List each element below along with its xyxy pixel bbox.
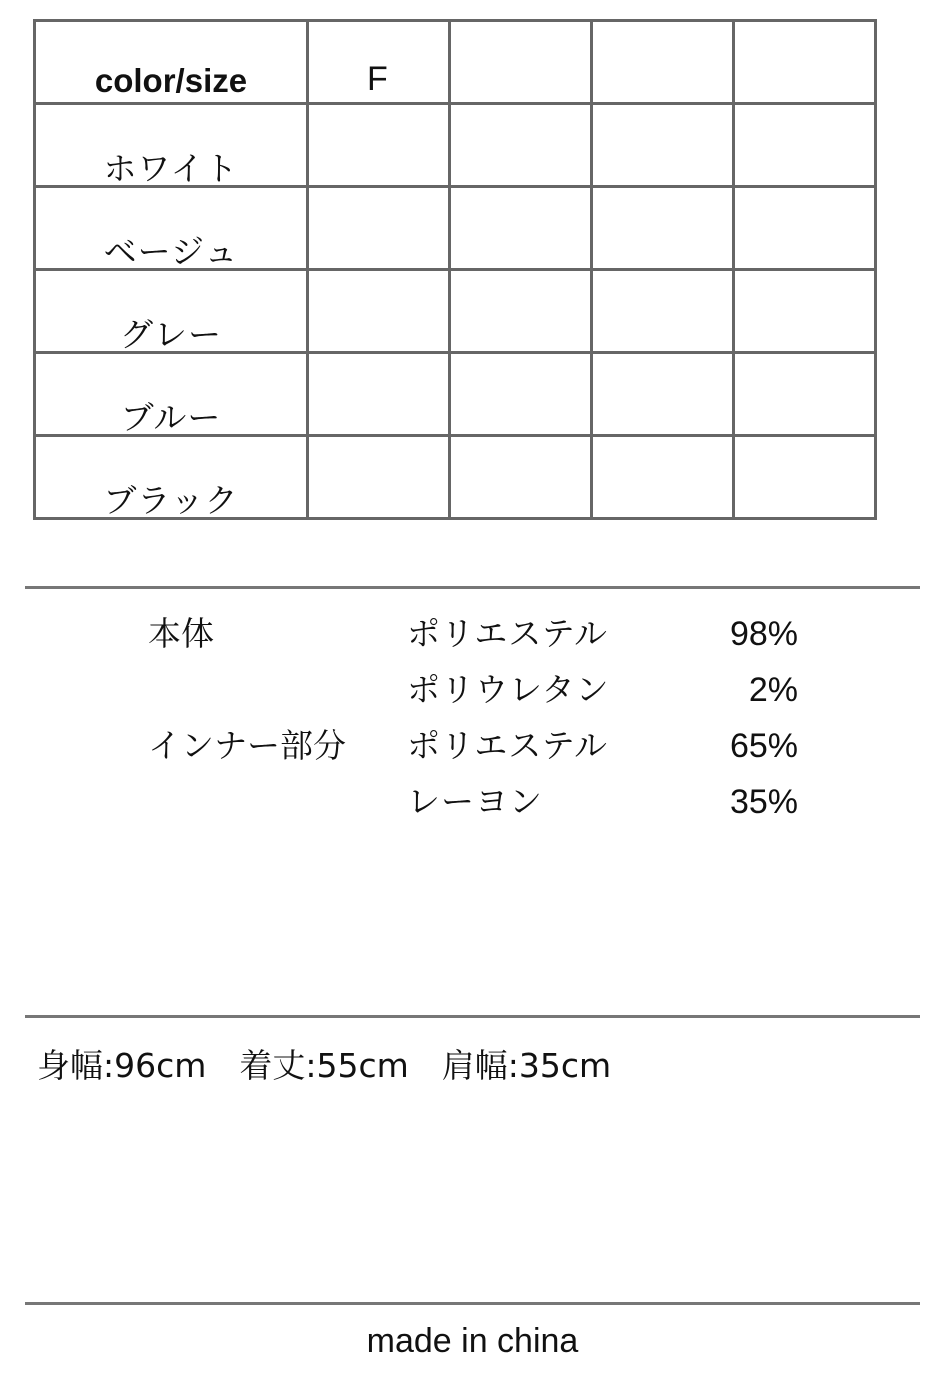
size-cell (592, 436, 734, 519)
size-cell (592, 353, 734, 436)
size-cell (734, 270, 876, 353)
color-name-cell: グレー (35, 270, 308, 353)
composition-percent: 35% (729, 783, 798, 821)
divider (25, 1302, 920, 1305)
composition-material: ポリウレタン (407, 670, 610, 709)
table-row (35, 353, 876, 436)
size-table-header-row (35, 21, 876, 104)
size-cell (450, 187, 592, 270)
composition-material: ポリエステル (407, 614, 609, 653)
table-row (35, 436, 876, 519)
color-name-cell: ホワイト (35, 104, 308, 187)
size-cell (308, 353, 450, 436)
size-header-cell (592, 21, 734, 104)
size-cell (734, 353, 876, 436)
size-cell (450, 436, 592, 519)
composition-part: 本体 (148, 614, 214, 653)
color-name-cell: ブラック (35, 436, 308, 519)
size-cell (450, 270, 592, 353)
size-cell (734, 104, 876, 187)
divider (25, 1015, 920, 1018)
composition-part: インナー部分 (148, 726, 346, 765)
size-cell (450, 353, 592, 436)
table-row (35, 270, 876, 353)
composition-percent: 98% (729, 615, 798, 653)
size-cell (734, 187, 876, 270)
size-header-cell: F (308, 21, 450, 104)
size-cell (592, 270, 734, 353)
measurements-text: 身幅:96cm 着丈:55cm 肩幅:35cm (37, 1046, 612, 1085)
size-header-cell (450, 21, 592, 104)
size-cell (450, 104, 592, 187)
size-cell (308, 436, 450, 519)
color-name-cell: ベージュ (35, 187, 308, 270)
size-table (33, 19, 877, 520)
origin-text: made in china (366, 1322, 579, 1360)
table-row (35, 187, 876, 270)
size-cell (308, 187, 450, 270)
size-cell (308, 104, 450, 187)
composition-material: レーヨン (407, 782, 543, 821)
size-header-cell (734, 21, 876, 104)
composition-percent: 65% (729, 727, 798, 765)
table-row (35, 104, 876, 187)
color-size-header: color/size (35, 21, 308, 104)
size-cell (308, 270, 450, 353)
size-cell (592, 104, 734, 187)
divider (25, 586, 920, 589)
composition-percent: 2% (748, 671, 798, 709)
composition-material: ポリエステル (407, 726, 609, 765)
size-cell (592, 187, 734, 270)
size-cell (734, 436, 876, 519)
color-name-cell: ブルー (35, 353, 308, 436)
